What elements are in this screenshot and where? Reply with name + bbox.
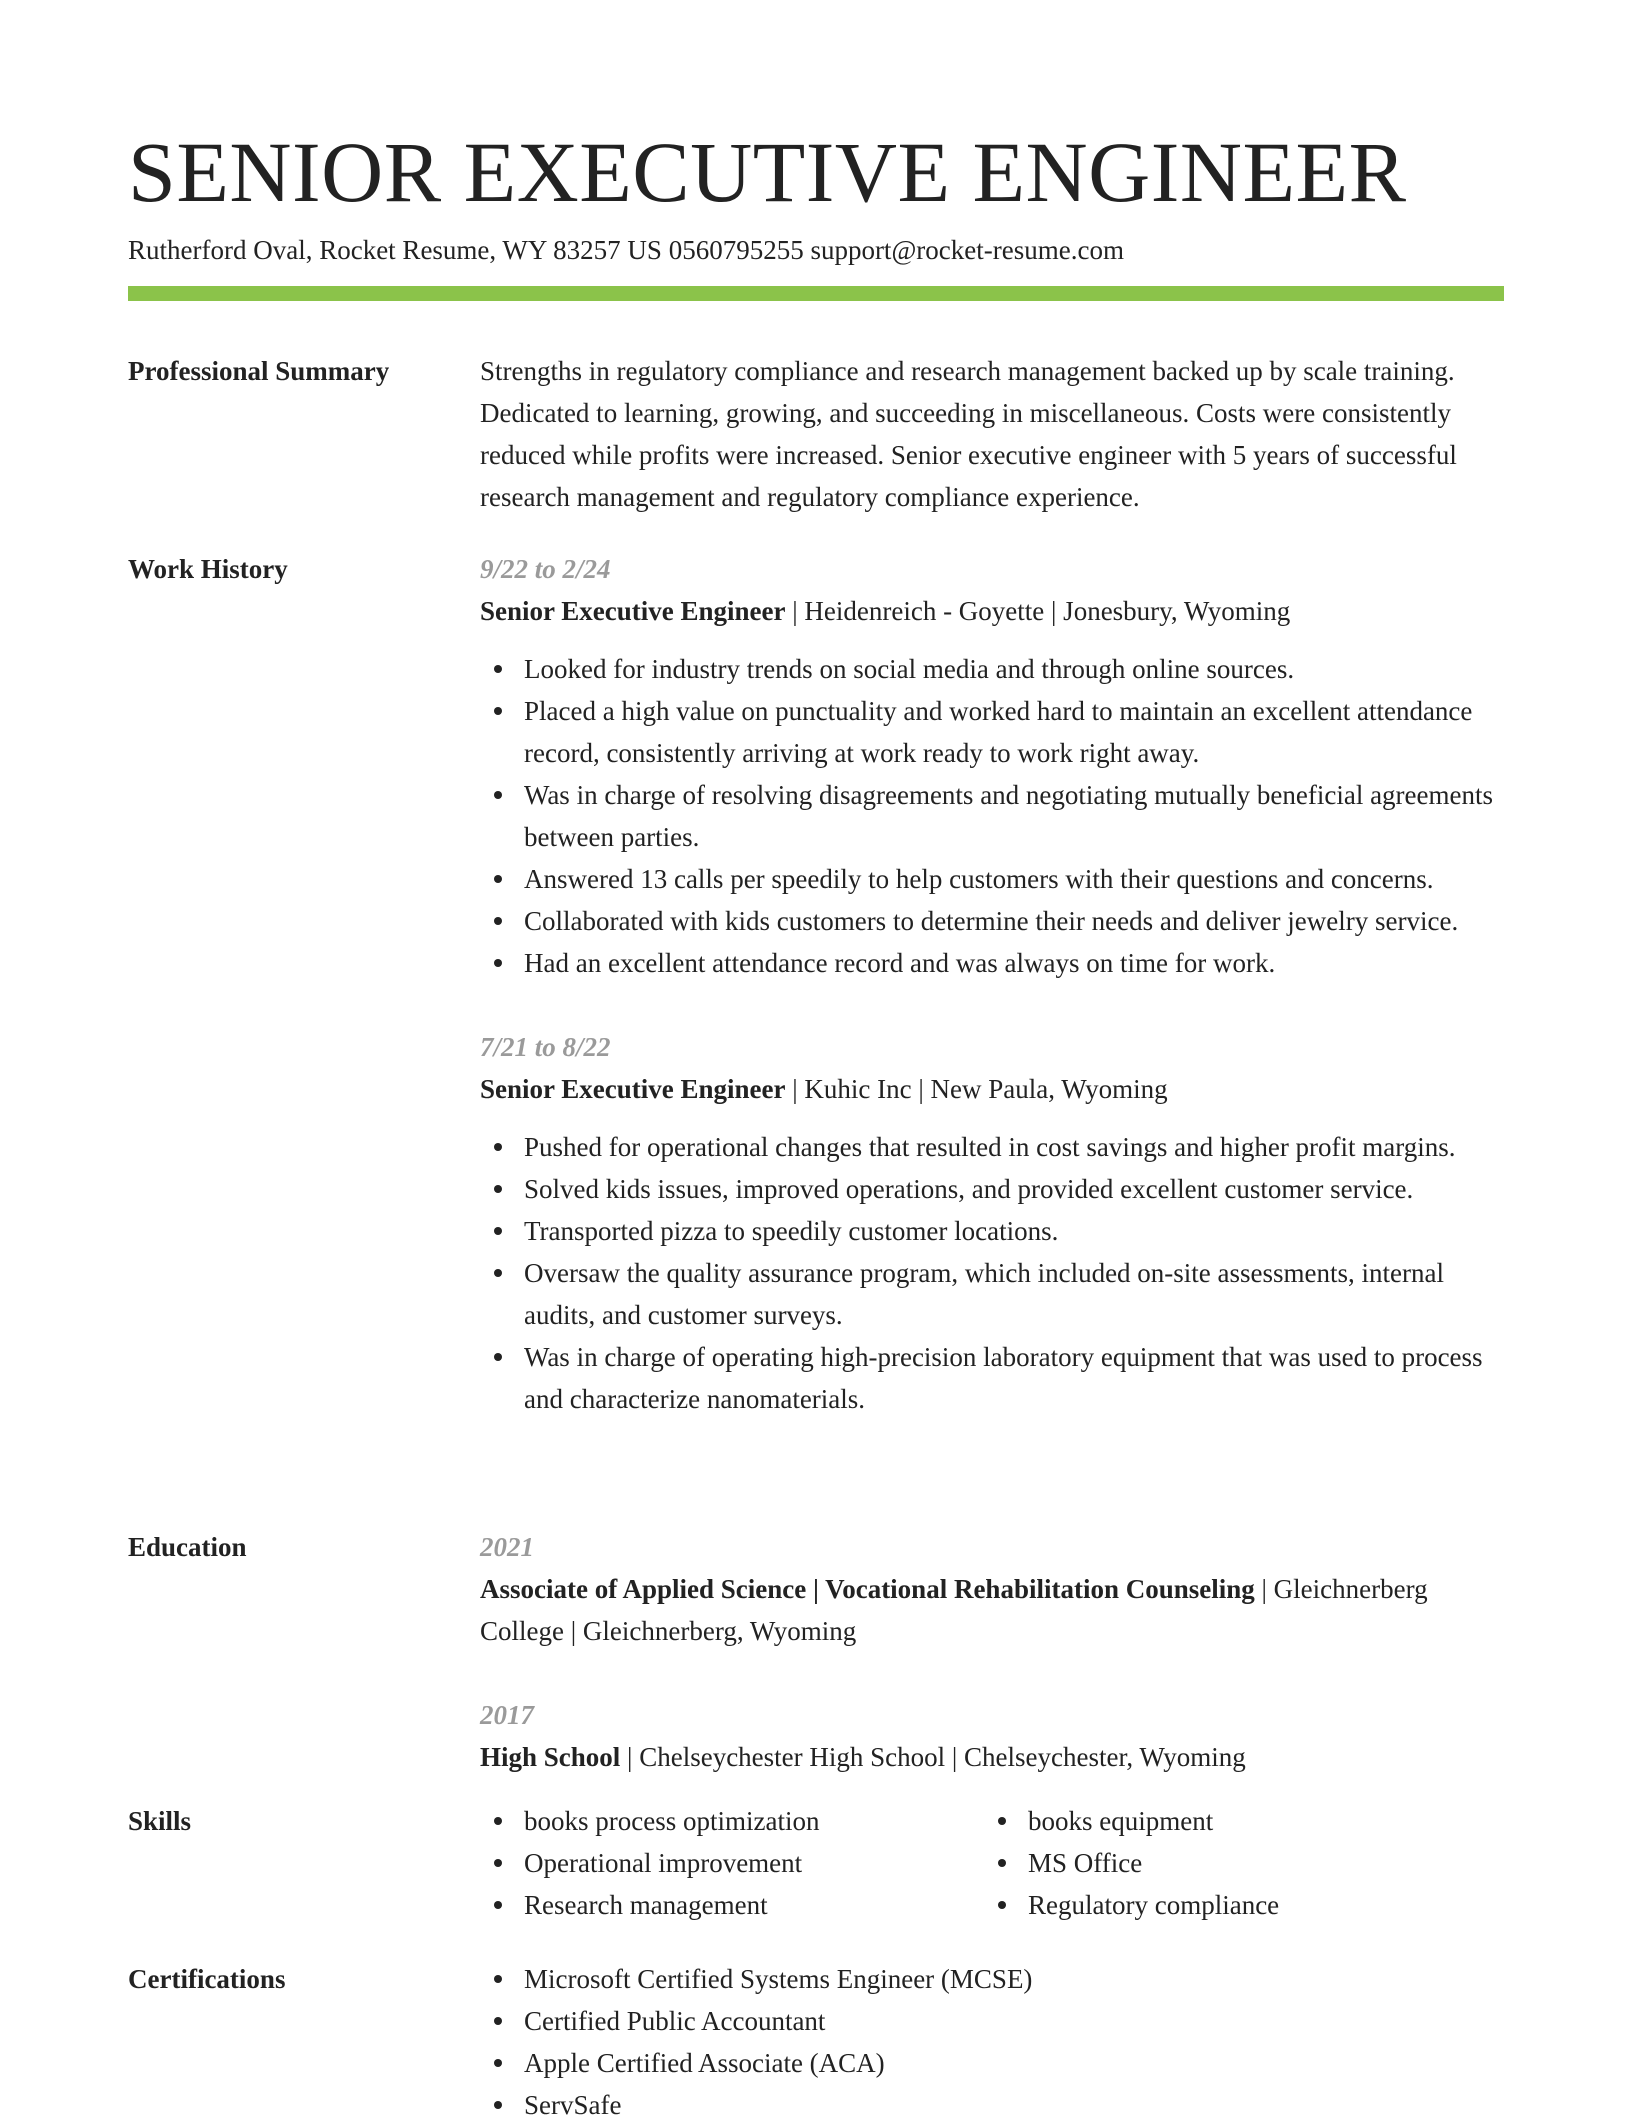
contact-address: Rutherford Oval, Rocket Resume, WY 83257 US (128, 235, 662, 265)
header-divider (128, 286, 1504, 301)
summary-title: Professional Summary (128, 356, 390, 386)
list-item: Collaborated with kids customers to determine their needs and deliver jewelry service. (480, 900, 1504, 942)
list-item: Solved kids issues, improved operations, and provided excellent customer service. (480, 1168, 1504, 1210)
list-item: MS Office (984, 1842, 1488, 1884)
job-details: | Kuhic Inc | New Paula, Wyoming (785, 1074, 1168, 1104)
list-item: Microsoft Certified Systems Engineer (MCSE) (480, 1958, 1504, 2000)
list-item: books process optimization (480, 1800, 984, 1842)
job-entry (480, 548, 1504, 984)
skills-title: Skills (128, 1806, 192, 1836)
job-title-line (480, 590, 1504, 632)
certifications-list (480, 1958, 1504, 2126)
summary-body (480, 350, 1504, 518)
skills-grid (480, 1800, 1504, 1926)
list-item: Was in charge of resolving disagreements and negotiating mutually beneficial agreements between parties. (480, 774, 1504, 858)
contact-line (128, 232, 1124, 268)
education-entry (480, 1526, 1504, 1652)
education-degree: Associate of Applied Science | Vocational Rehabilitation Counseling (480, 1574, 1255, 1604)
job-role: Senior Executive Engineer (480, 596, 786, 626)
summary-text: Strengths in regulatory compliance and research management backed up by scale training. Dedicated to learning, growing, and succeeding in miscellaneous. Costs were consistently reduced while profits were increased. Senior executive engineer with 5 years of successful research management and regulatory compliance experience. (480, 356, 1457, 512)
list-item: Placed a high value on punctuality and worked hard to maintain an excellent attendance record, consistently arriving at work ready to work right away. (480, 690, 1504, 774)
contact-phone: 0560795255 (668, 235, 804, 265)
education-line (480, 1736, 1504, 1778)
education-entry (480, 1694, 1504, 1778)
job-title-line (480, 1068, 1504, 1110)
work-history-title: Work History (128, 554, 288, 584)
certifications-title: Certifications (128, 1964, 286, 1994)
contact-email: support@rocket-resume.com (810, 235, 1124, 265)
skills-list-left (480, 1800, 984, 1926)
education-details: | Chelseychester High School | Chelseychester, Wyoming (620, 1742, 1246, 1772)
resume-name-heading: SENIOR EXECUTIVE ENGINEER (128, 124, 1407, 220)
list-item: Pushed for operational changes that resulted in cost savings and higher profit margins. (480, 1126, 1504, 1168)
list-item: Had an excellent attendance record and was always on time for work. (480, 942, 1504, 984)
job-details: | Heidenreich - Goyette | Jonesbury, Wyoming (785, 596, 1291, 626)
list-item: Certified Public Accountant (480, 2000, 1504, 2042)
work-history-body (480, 548, 1504, 1420)
education-details: | Gleichnerberg College | Gleichnerberg, Wyoming (480, 1574, 1428, 1646)
list-item: Apple Certified Associate (ACA) (480, 2042, 1504, 2084)
education-degree: High School (480, 1742, 621, 1772)
job-dates: 9/22 to 2/24 (480, 554, 611, 584)
skills-list-right (984, 1800, 1488, 1926)
job-bullets (480, 648, 1504, 984)
skills-body (480, 1800, 1504, 1926)
job-role: Senior Executive Engineer (480, 1074, 786, 1104)
job-dates: 7/21 to 8/22 (480, 1032, 611, 1062)
list-item: Oversaw the quality assurance program, which included on-site assessments, internal audits, and customer surveys. (480, 1252, 1504, 1336)
education-year: 2021 (480, 1532, 534, 1562)
list-item: Operational improvement (480, 1842, 984, 1884)
education-line (480, 1568, 1504, 1652)
job-entry (480, 1026, 1504, 1420)
list-item: Was in charge of operating high-precision laboratory equipment that was used to process and characterize nanomaterials. (480, 1336, 1504, 1420)
list-item: Regulatory compliance (984, 1884, 1488, 1926)
list-item: Looked for industry trends on social media and through online sources. (480, 648, 1504, 690)
education-year: 2017 (480, 1700, 534, 1730)
list-item: ServSafe (480, 2084, 1504, 2126)
education-body (480, 1526, 1504, 1778)
list-item: Answered 13 calls per speedily to help customers with their questions and concerns. (480, 858, 1504, 900)
list-item: books equipment (984, 1800, 1488, 1842)
education-title: Education (128, 1532, 247, 1562)
job-bullets (480, 1126, 1504, 1420)
list-item: Research management (480, 1884, 984, 1926)
certifications-body (480, 1958, 1504, 2126)
list-item: Transported pizza to speedily customer locations. (480, 1210, 1504, 1252)
